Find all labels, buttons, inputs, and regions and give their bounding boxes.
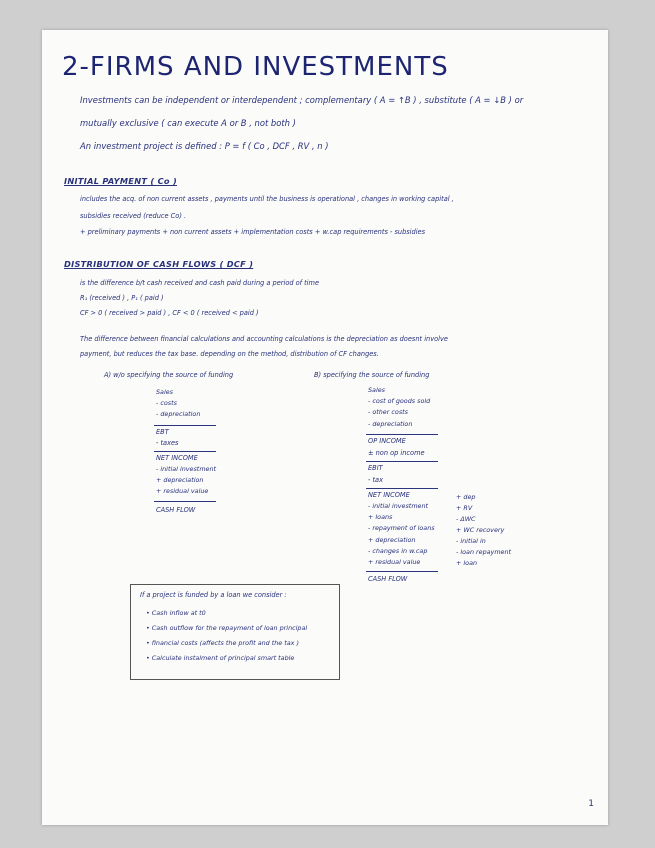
intro-line-1: Investments can be independent or interdependent ; complementary ( A = ↑B ) , substitute ( A = ↓B ) or	[80, 95, 524, 105]
initial-line-3: + preliminary payments + non current assets + implementation costs + w.cap requirements - subsidies	[80, 228, 426, 236]
col-b-item: - initial investment	[368, 502, 429, 510]
col-a-cash-flow: CASH FLOW	[156, 506, 196, 514]
col-a-divider-1	[154, 425, 216, 426]
col-a-item: + depreciation	[156, 476, 204, 485]
col-b-divider-4	[366, 571, 438, 572]
side-note: + loan	[456, 559, 478, 567]
col-a-taxes: - taxes	[156, 439, 179, 447]
side-note: + dep	[456, 493, 476, 501]
side-note: - ΔWC	[456, 515, 476, 523]
project-definition: An investment project is defined : P = f ( Co , DCF , RV , n )	[80, 141, 329, 151]
col-b-item: Sales	[368, 386, 386, 394]
dcf-line-3: CF > 0 ( received > paid ) , CF < 0 ( received < paid )	[80, 309, 259, 317]
dcf-line-1: is the difference b/t cash received and cash paid during a period of time	[80, 279, 319, 287]
dcf-line-2: R₁ (received ) , P₁ ( paid )	[80, 294, 164, 302]
side-note: - initial in	[456, 537, 486, 545]
col-b-ebit: EBIT	[368, 464, 383, 472]
col-a-item: Sales	[156, 388, 174, 396]
loan-note-item: • Cash outflow for the repayment of loan principal	[146, 624, 308, 632]
col-a-item: - depreciation	[156, 410, 201, 419]
col-b-divider-2	[366, 461, 438, 462]
col-a-items-2	[156, 464, 216, 498]
initial-line-1: includes the acq. of non current assets , payments until the business is operational , changes in working capital ,	[80, 195, 454, 203]
dcf-paragraph-1: The difference between financial calculations and accounting calculations is the depreciation as doesnt involve	[80, 335, 448, 343]
dcf-heading: DISTRIBUTION OF CASH FLOWS ( DCF )	[64, 259, 254, 269]
col-b-items-2	[368, 501, 435, 568]
col-a-net-income: NET INCOME	[156, 454, 198, 462]
col-b-non-op: ± non op income	[368, 449, 425, 457]
col-b-items-1	[368, 385, 430, 430]
col-a-ebt: EBT	[156, 428, 169, 436]
loan-note-item: • Cash inflow at t0	[146, 609, 206, 617]
col-a-divider-3	[154, 501, 216, 502]
side-note: + WC recovery	[456, 526, 505, 534]
col-b-item: - depreciation	[368, 419, 413, 428]
col-a-divider-2	[154, 451, 216, 452]
col-b-net-income: NET INCOME	[368, 491, 410, 499]
col-b-item: - cost of goods sold	[368, 397, 431, 406]
loan-note-item: • financial costs (affects the profit and the tax )	[146, 639, 299, 647]
loan-note-item: • Calculate instalment of principal smart table	[146, 654, 295, 662]
col-b-divider-1	[366, 434, 438, 435]
col-b-item: - changes in w.cap	[368, 546, 428, 555]
col-b-cash-flow: CASH FLOW	[368, 575, 408, 583]
col-a-item: - costs	[156, 399, 177, 408]
dcf-paragraph-2: payment, but reduces the tax base. depending on the method, distribution of CF changes.	[80, 350, 379, 358]
col-b-op-income: OP INCOME	[368, 437, 406, 445]
side-note: - loan repayment	[456, 548, 512, 556]
col-b-item: + residual value	[368, 558, 421, 567]
page-title: 2-FIRMS AND INVESTMENTS	[62, 52, 449, 82]
col-a-heading: A) w/o specifying the source of funding	[104, 371, 234, 379]
col-a-item: + residual value	[156, 487, 209, 496]
col-b-item: + loans	[368, 513, 393, 522]
intro-line-2: mutually exclusive ( can execute A or B , not both )	[80, 118, 296, 128]
col-b-side-notes	[456, 492, 511, 569]
initial-payment-heading: INITIAL PAYMENT ( Co )	[64, 176, 177, 186]
col-a-item: - initial investment	[156, 465, 217, 473]
notebook-page	[42, 30, 608, 825]
initial-line-2: subsidies received (reduce Co) .	[80, 212, 187, 220]
col-b-item: - other costs	[368, 408, 408, 417]
col-b-divider-3	[366, 488, 438, 489]
page-number: 1	[588, 799, 594, 809]
col-b-item: - repayment of loans	[368, 524, 435, 533]
col-b-heading: B) specifying the source of funding	[314, 371, 430, 379]
col-b-tax: - tax	[368, 476, 384, 484]
col-b-item: + depreciation	[368, 535, 416, 544]
side-note: + RV	[456, 504, 473, 512]
col-a-items-1	[156, 387, 200, 421]
loan-note-heading: If a project is funded by a loan we consider :	[140, 591, 287, 599]
loan-note-items	[146, 606, 307, 666]
